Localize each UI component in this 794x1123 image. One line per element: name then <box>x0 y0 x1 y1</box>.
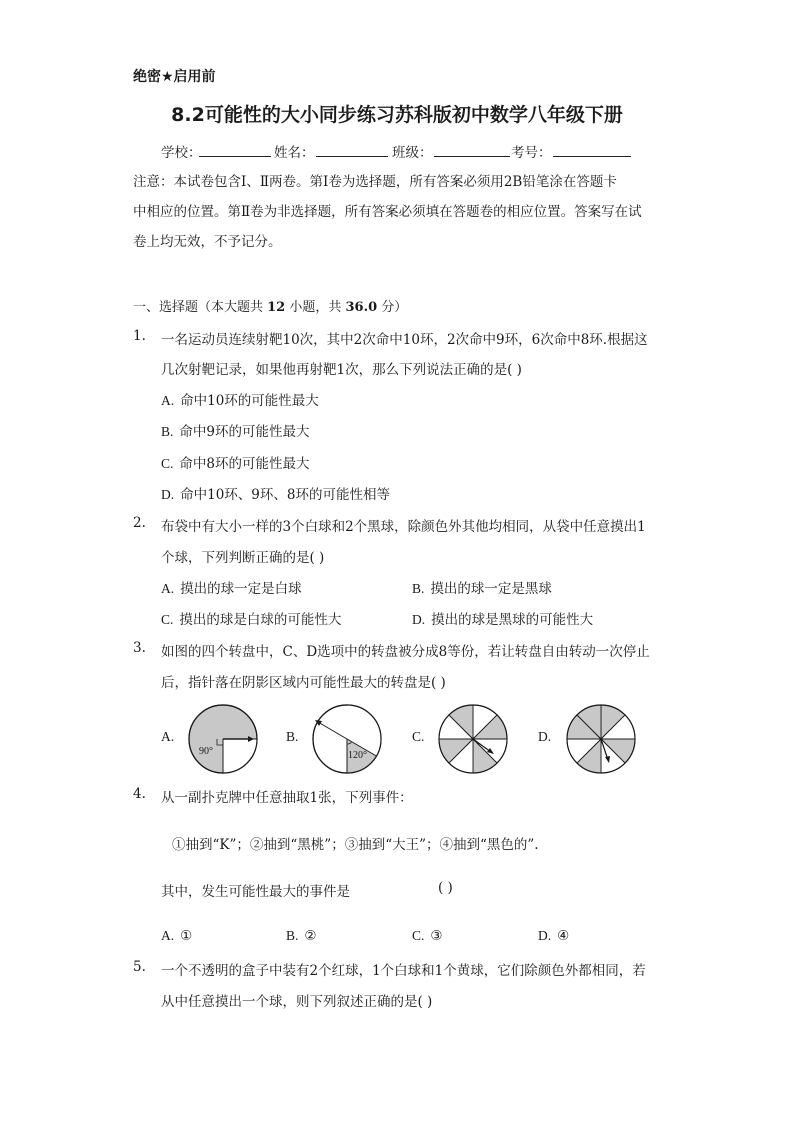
notice-line-3: 卷上均无效，不予记分。 <box>133 234 282 250</box>
question-1-option-c[interactable]: C. 命中8环的可能性最大 <box>161 456 310 472</box>
section-prefix: 一、选择题（本大题共 <box>133 300 268 315</box>
spinner-d-figure <box>564 702 638 776</box>
exam-no-label: 考号： <box>511 145 552 161</box>
question-2-line-2: 个球，下列判断正确的是( ) <box>161 550 325 566</box>
question-3-line-1: 如图的四个转盘中，C、D选项中的转盘被分成8等份，若让转盘自由转动一次停止 <box>161 644 650 660</box>
section-middle: 小题，共 <box>285 300 346 315</box>
spinner-b-angle-label: 120° <box>348 750 367 761</box>
question-2-option-d[interactable]: D. 摸出的球是黑球的可能性大 <box>412 612 594 628</box>
question-1-option-b[interactable]: B. 命中9环的可能性最大 <box>161 424 310 440</box>
question-5-number: 5. <box>133 959 146 975</box>
question-3-line-2: 后，指针落在阴影区域内可能性最大的转盘是( ) <box>161 675 446 691</box>
spinner-a-angle-label: 90° <box>199 746 213 757</box>
question-4-prompt: 其中，发生可能性最大的事件是 <box>161 884 350 900</box>
section-suffix: 分） <box>377 300 408 315</box>
question-2-line-1: 布袋中有大小一样的3个白球和2个黑球，除颜色外其他均相同，从袋中任意摸出1 <box>161 519 646 535</box>
exam-no-field[interactable] <box>553 141 631 157</box>
question-3-option-b[interactable]: B. <box>286 729 299 744</box>
question-1-option-d[interactable]: D. 命中10环、9环、8环的可能性相等 <box>161 487 390 503</box>
question-5-line-2: 从中任意摸出一个球，则下列叙述正确的是( ) <box>161 994 433 1010</box>
question-1-option-a[interactable]: A. 命中10环的可能性最大 <box>161 393 319 409</box>
question-2-option-c[interactable]: C. 摸出的球是白球的可能性大 <box>161 612 342 628</box>
question-1-number: 1. <box>133 328 146 344</box>
spinner-c-figure <box>436 702 510 776</box>
question-1-line-1: 一名运动员连续射靶10次，其中2次命中10环，2次命中9环，6次命中8环.根据这 <box>161 332 648 348</box>
spinner-b-figure <box>310 702 384 776</box>
question-1-line-2: 几次射靶记录，如果他再射靶1次，那么下列说法正确的是( ) <box>161 362 522 378</box>
question-5-line-1: 一个不透明的盒子中装有2个红球，1个白球和1个黄球，它们除颜色外都相同，若 <box>161 963 646 979</box>
question-3-option-a[interactable]: A. <box>161 729 175 744</box>
question-4-line-1: 从一副扑克牌中任意抽取1张，下列事件： <box>161 790 413 806</box>
question-4-option-d[interactable]: D. ④ <box>538 928 570 944</box>
school-label: 学校： <box>161 145 202 161</box>
section-score: 36.0 <box>345 300 378 315</box>
section-heading <box>133 296 407 315</box>
question-3-option-d[interactable]: D. <box>538 729 552 744</box>
class-field[interactable] <box>434 141 510 157</box>
question-4-number: 4. <box>133 786 146 802</box>
question-3-option-c[interactable]: C. <box>412 729 425 744</box>
question-4-paren: ( ) <box>438 880 453 896</box>
question-4-events: ①抽到“K”；②抽到“黑桃”；③抽到“大王”；④抽到“黑色的”. <box>172 837 539 853</box>
question-4-option-b[interactable]: B. ② <box>286 928 317 944</box>
question-2-number: 2. <box>133 515 146 531</box>
notice-line-2: 中相应的位置。第Ⅱ卷为非选择题，所有答案必须填在答题卷的相应位置。答案写在试 <box>133 204 642 220</box>
question-2-option-a[interactable]: A. 摸出的球一定是白球 <box>161 581 302 597</box>
class-label: 班级： <box>392 145 433 161</box>
section-count: 12 <box>267 300 286 315</box>
name-field[interactable] <box>316 141 388 157</box>
school-field[interactable] <box>199 141 271 157</box>
question-4-option-a[interactable]: A. ① <box>161 928 193 944</box>
name-label: 姓名： <box>274 145 315 161</box>
question-2-option-b[interactable]: B. 摸出的球一定是黑球 <box>412 581 552 597</box>
secret-label: 绝密★启用前 <box>133 69 216 85</box>
spinner-a-figure <box>186 702 260 776</box>
page-title: 8.2可能性的大小同步练习苏科版初中数学八年级下册 <box>171 104 623 126</box>
question-3-number: 3. <box>133 640 146 656</box>
notice-line-1: 注意：本试卷包含Ⅰ、Ⅱ两卷。第Ⅰ卷为选择题，所有答案必须用2B铅笔涂在答题卡 <box>133 174 617 190</box>
question-4-option-c[interactable]: C. ③ <box>412 928 443 944</box>
